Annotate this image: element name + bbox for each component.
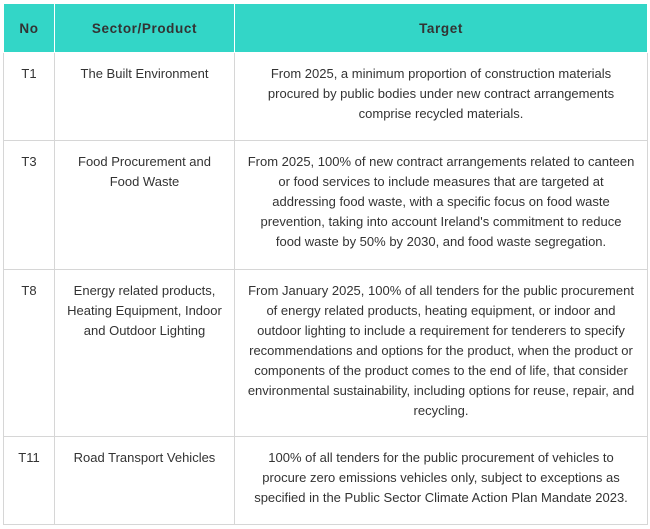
table-row	[4, 141, 648, 270]
row-no: T8	[4, 270, 55, 437]
row-target: 100% of all tenders for the public procurement of vehicles to procure zero emissions vehicles only, subject to exceptions as specified in the Public Sector Climate Action Plan Mandate 2023.	[235, 437, 648, 525]
row-no: T3	[4, 141, 55, 270]
row-sector: Road Transport Vehicles	[55, 437, 235, 525]
row-sector: Energy related products, Heating Equipment, Indoor and Outdoor Lighting	[55, 270, 235, 437]
table-row	[4, 437, 648, 525]
row-target: From 2025, 100% of new contract arrangements related to canteen or food services to include measures that are targeted at addressing food waste, with a specific focus on food waste prevention, taking into account Ireland's commitment to reduce food waste by 50% by 2030, and food waste segregation.	[235, 141, 648, 270]
row-no: T11	[4, 437, 55, 525]
targets-table	[3, 3, 648, 525]
row-sector: Food Procurement and Food Waste	[55, 141, 235, 270]
header-row	[4, 4, 648, 53]
header-target: Target	[235, 4, 648, 53]
row-target: From January 2025, 100% of all tenders for the public procurement of energy related products, heating equipment, or indoor and outdoor lighting to include a requirement for tenderers to specify recommendations and options for the product, when the product or components of the product comes to the end of life, that consider environmental sustainability, including options for reuse, repair, and recycling.	[235, 270, 648, 437]
row-sector: The Built Environment	[55, 53, 235, 141]
table-row	[4, 53, 648, 141]
row-no: T1	[4, 53, 55, 141]
table-row	[4, 270, 648, 437]
header-no: No	[4, 4, 55, 53]
row-target: From 2025, a minimum proportion of construction materials procured by public bodies under new contract arrangements comprise recycled materials.	[235, 53, 648, 141]
header-sector-product: Sector/Product	[55, 4, 235, 53]
